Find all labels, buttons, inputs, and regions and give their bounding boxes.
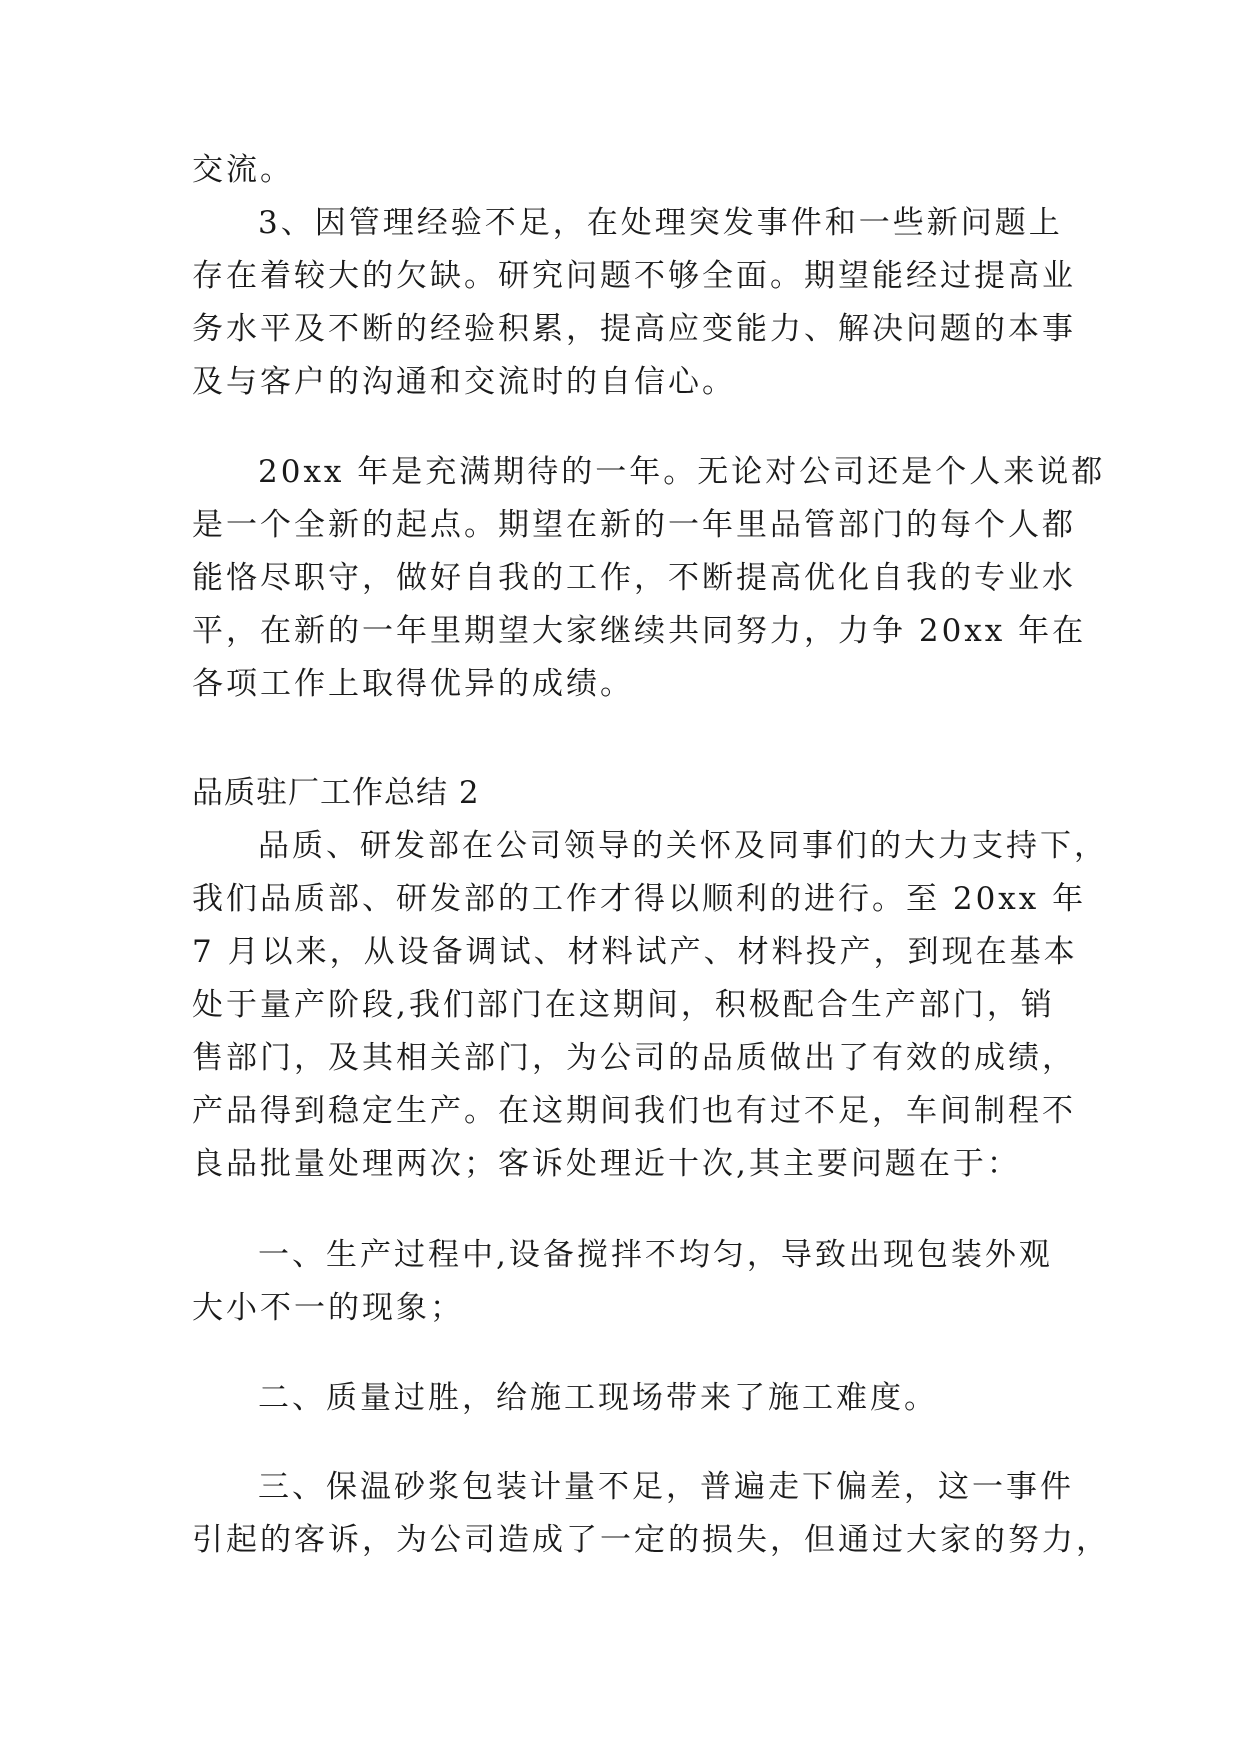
paragraph-line: 能恪尽职守，做好自我的工作，不断提高优化自我的专业水: [192, 560, 1076, 596]
paragraph-line: 交流。: [192, 152, 294, 188]
paragraph-line: 各项工作上取得优异的成绩。: [192, 666, 634, 702]
paragraph-line: 及与客户的沟通和交流时的自信心。: [192, 364, 736, 400]
paragraph-line: 平，在新的一年里期望大家继续共同努力，力争 20xx 年在: [192, 613, 1087, 649]
paragraph-line: 品质、研发部在公司领导的关怀及同事们的大力支持下，: [258, 828, 1108, 864]
paragraph-line: 是一个全新的起点。期望在新的一年里品管部门的每个人都: [192, 507, 1076, 543]
paragraph-line: 我们品质部、研发部的工作才得以顺利的进行。至 20xx 年: [192, 881, 1087, 917]
paragraph-line: 售部门，及其相关部门，为公司的品质做出了有效的成绩，: [192, 1040, 1076, 1076]
paragraph-line: 二、质量过胜，给施工现场带来了施工难度。: [258, 1380, 938, 1416]
paragraph-line: 7 月以来，从设备调试、材料试产、材料投产，到现在基本: [192, 934, 1078, 970]
paragraph-line: 处于量产阶段,我们部门在这期间，积极配合生产部门，销: [192, 987, 1055, 1023]
paragraph-line: 存在着较大的欠缺。研究问题不够全面。期望能经过提高业: [192, 258, 1076, 294]
paragraph-line: 务水平及不断的经验积累，提高应变能力、解决问题的本事: [192, 311, 1076, 347]
paragraph-line: 一、生产过程中,设备搅拌不均匀，导致出现包装外观: [258, 1237, 1053, 1273]
paragraph-line: 良品批量处理两次；客诉处理近十次,其主要问题在于：: [192, 1146, 1021, 1182]
paragraph-line: 3、因管理经验不足，在处理突发事件和一些新问题上: [258, 205, 1063, 241]
paragraph-line: 20xx 年是充满期待的一年。无论对公司还是个人来说都: [258, 454, 1106, 490]
paragraph-line: 大小不一的现象；: [192, 1290, 464, 1326]
paragraph-line: 产品得到稳定生产。在这期间我们也有过不足，车间制程不: [192, 1093, 1076, 1129]
paragraph-line: 三、保温砂浆包装计量不足，普遍走下偏差，这一事件: [258, 1469, 1074, 1505]
paragraph-line: 引起的客诉，为公司造成了一定的损失，但通过大家的努力，: [192, 1522, 1110, 1558]
section-title: 品质驻厂工作总结 2: [192, 775, 480, 811]
